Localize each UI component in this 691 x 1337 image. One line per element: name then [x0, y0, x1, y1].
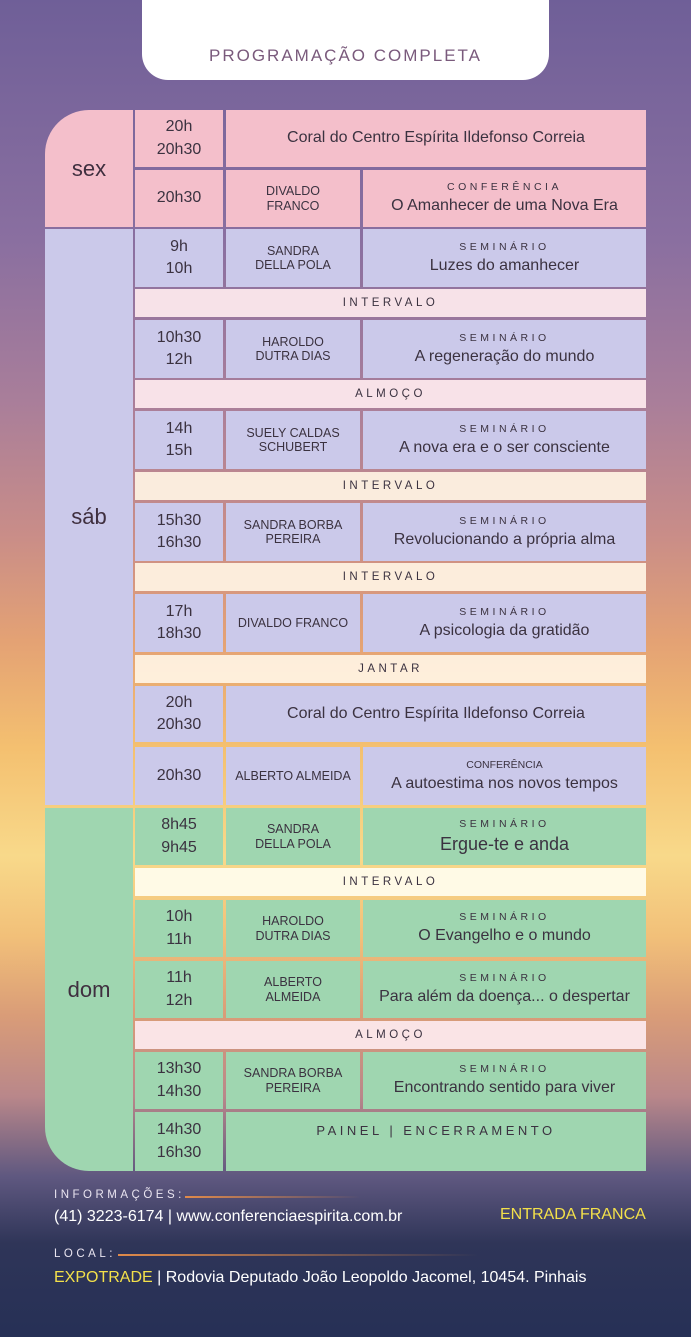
- session-time: 14h30 16h30: [135, 1112, 223, 1171]
- session-info: SEMINÁRIO Revolucionando a própria alma: [363, 503, 646, 561]
- break-row: INTERVALO: [135, 868, 646, 896]
- address-text: | Rodovia Deputado João Leopoldo Jacomel, 10454. Pinhais: [152, 1269, 587, 1286]
- session-title: Coral do Centro Espírita Ildefonso Correia: [226, 686, 646, 742]
- session-info: SEMINÁRIO Encontrando sentido para viver: [363, 1052, 646, 1109]
- session-info: SEMINÁRIO A psicologia da gratidão: [363, 594, 646, 652]
- session-speaker: ALBERTO ALMEIDA: [226, 961, 360, 1018]
- day-label-sex: sex: [45, 110, 133, 227]
- info-divider: [185, 1196, 360, 1198]
- local-divider: [118, 1254, 478, 1256]
- local-label: LOCAL:: [54, 1248, 116, 1260]
- session-speaker: SUELY CALDAS SCHUBERT: [226, 411, 360, 469]
- session-time: 20h 20h30: [135, 110, 223, 167]
- break-row: ALMOÇO: [135, 1021, 646, 1049]
- session-time: 8h45 9h45: [135, 808, 223, 865]
- session-time: 17h 18h30: [135, 594, 223, 652]
- session-time: 9h 10h: [135, 229, 223, 287]
- session-speaker: ALBERTO ALMEIDA: [226, 747, 360, 805]
- session-speaker: DIVALDO FRANCO: [226, 594, 360, 652]
- session-title: PAINEL | ENCERRAMENTO: [226, 1112, 646, 1171]
- session-speaker: DIVALDO FRANCO: [226, 170, 360, 227]
- session-time: 14h 15h: [135, 411, 223, 469]
- session-speaker: SANDRA DELLA POLA: [226, 808, 360, 865]
- session-time: 20h30: [135, 747, 223, 805]
- session-time: 13h30 14h30: [135, 1052, 223, 1109]
- session-speaker: HAROLDO DUTRA DIAS: [226, 900, 360, 957]
- break-row: JANTAR: [135, 655, 646, 683]
- session-info: SEMINÁRIO Para além da doença... o despertar: [363, 961, 646, 1018]
- day-label-sab: sáb: [45, 229, 133, 805]
- session-info: CONFERÊNCIA A autoestima nos novos tempos: [363, 747, 646, 805]
- venue-name: EXPOTRADE: [54, 1269, 153, 1286]
- session-info: SEMINÁRIO O Evangelho e o mundo: [363, 900, 646, 957]
- page-title: PROGRAMAÇÃO COMPLETA: [209, 46, 482, 65]
- session-info: SEMINÁRIO A regeneração do mundo: [363, 320, 646, 378]
- break-row: ALMOÇO: [135, 380, 646, 408]
- venue-address: [54, 1269, 586, 1287]
- session-info: CONFERÊNCIA O Amanhecer de uma Nova Era: [363, 170, 646, 227]
- session-info: SEMINÁRIO Luzes do amanhecer: [363, 229, 646, 287]
- session-speaker: SANDRA DELLA POLA: [226, 229, 360, 287]
- session-time: 11h 12h: [135, 961, 223, 1018]
- header-card: [142, 0, 549, 80]
- session-info: SEMINÁRIO Ergue-te e anda: [363, 808, 646, 865]
- session-time: 10h 11h: [135, 900, 223, 957]
- break-row: INTERVALO: [135, 563, 646, 591]
- session-speaker: SANDRA BORBA PEREIRA: [226, 1052, 360, 1109]
- session-info: SEMINÁRIO A nova era e o ser consciente: [363, 411, 646, 469]
- session-title: Coral do Centro Espírita Ildefonso Correia: [226, 110, 646, 167]
- contact-info: (41) 3223-6174 | www.conferenciaespirita.com.br: [54, 1208, 403, 1225]
- session-speaker: HAROLDO DUTRA DIAS: [226, 320, 360, 378]
- break-row: INTERVALO: [135, 289, 646, 317]
- session-speaker: SANDRA BORBA PEREIRA: [226, 503, 360, 561]
- session-time: 15h30 16h30: [135, 503, 223, 561]
- session-time: 20h 20h30: [135, 686, 223, 742]
- break-row: INTERVALO: [135, 472, 646, 500]
- session-time: 10h30 12h: [135, 320, 223, 378]
- info-label: INFORMAÇÕES:: [54, 1189, 185, 1201]
- session-time: 20h30: [135, 170, 223, 227]
- day-label-dom: dom: [45, 808, 133, 1171]
- entry-label: ENTRADA FRANCA: [500, 1206, 646, 1223]
